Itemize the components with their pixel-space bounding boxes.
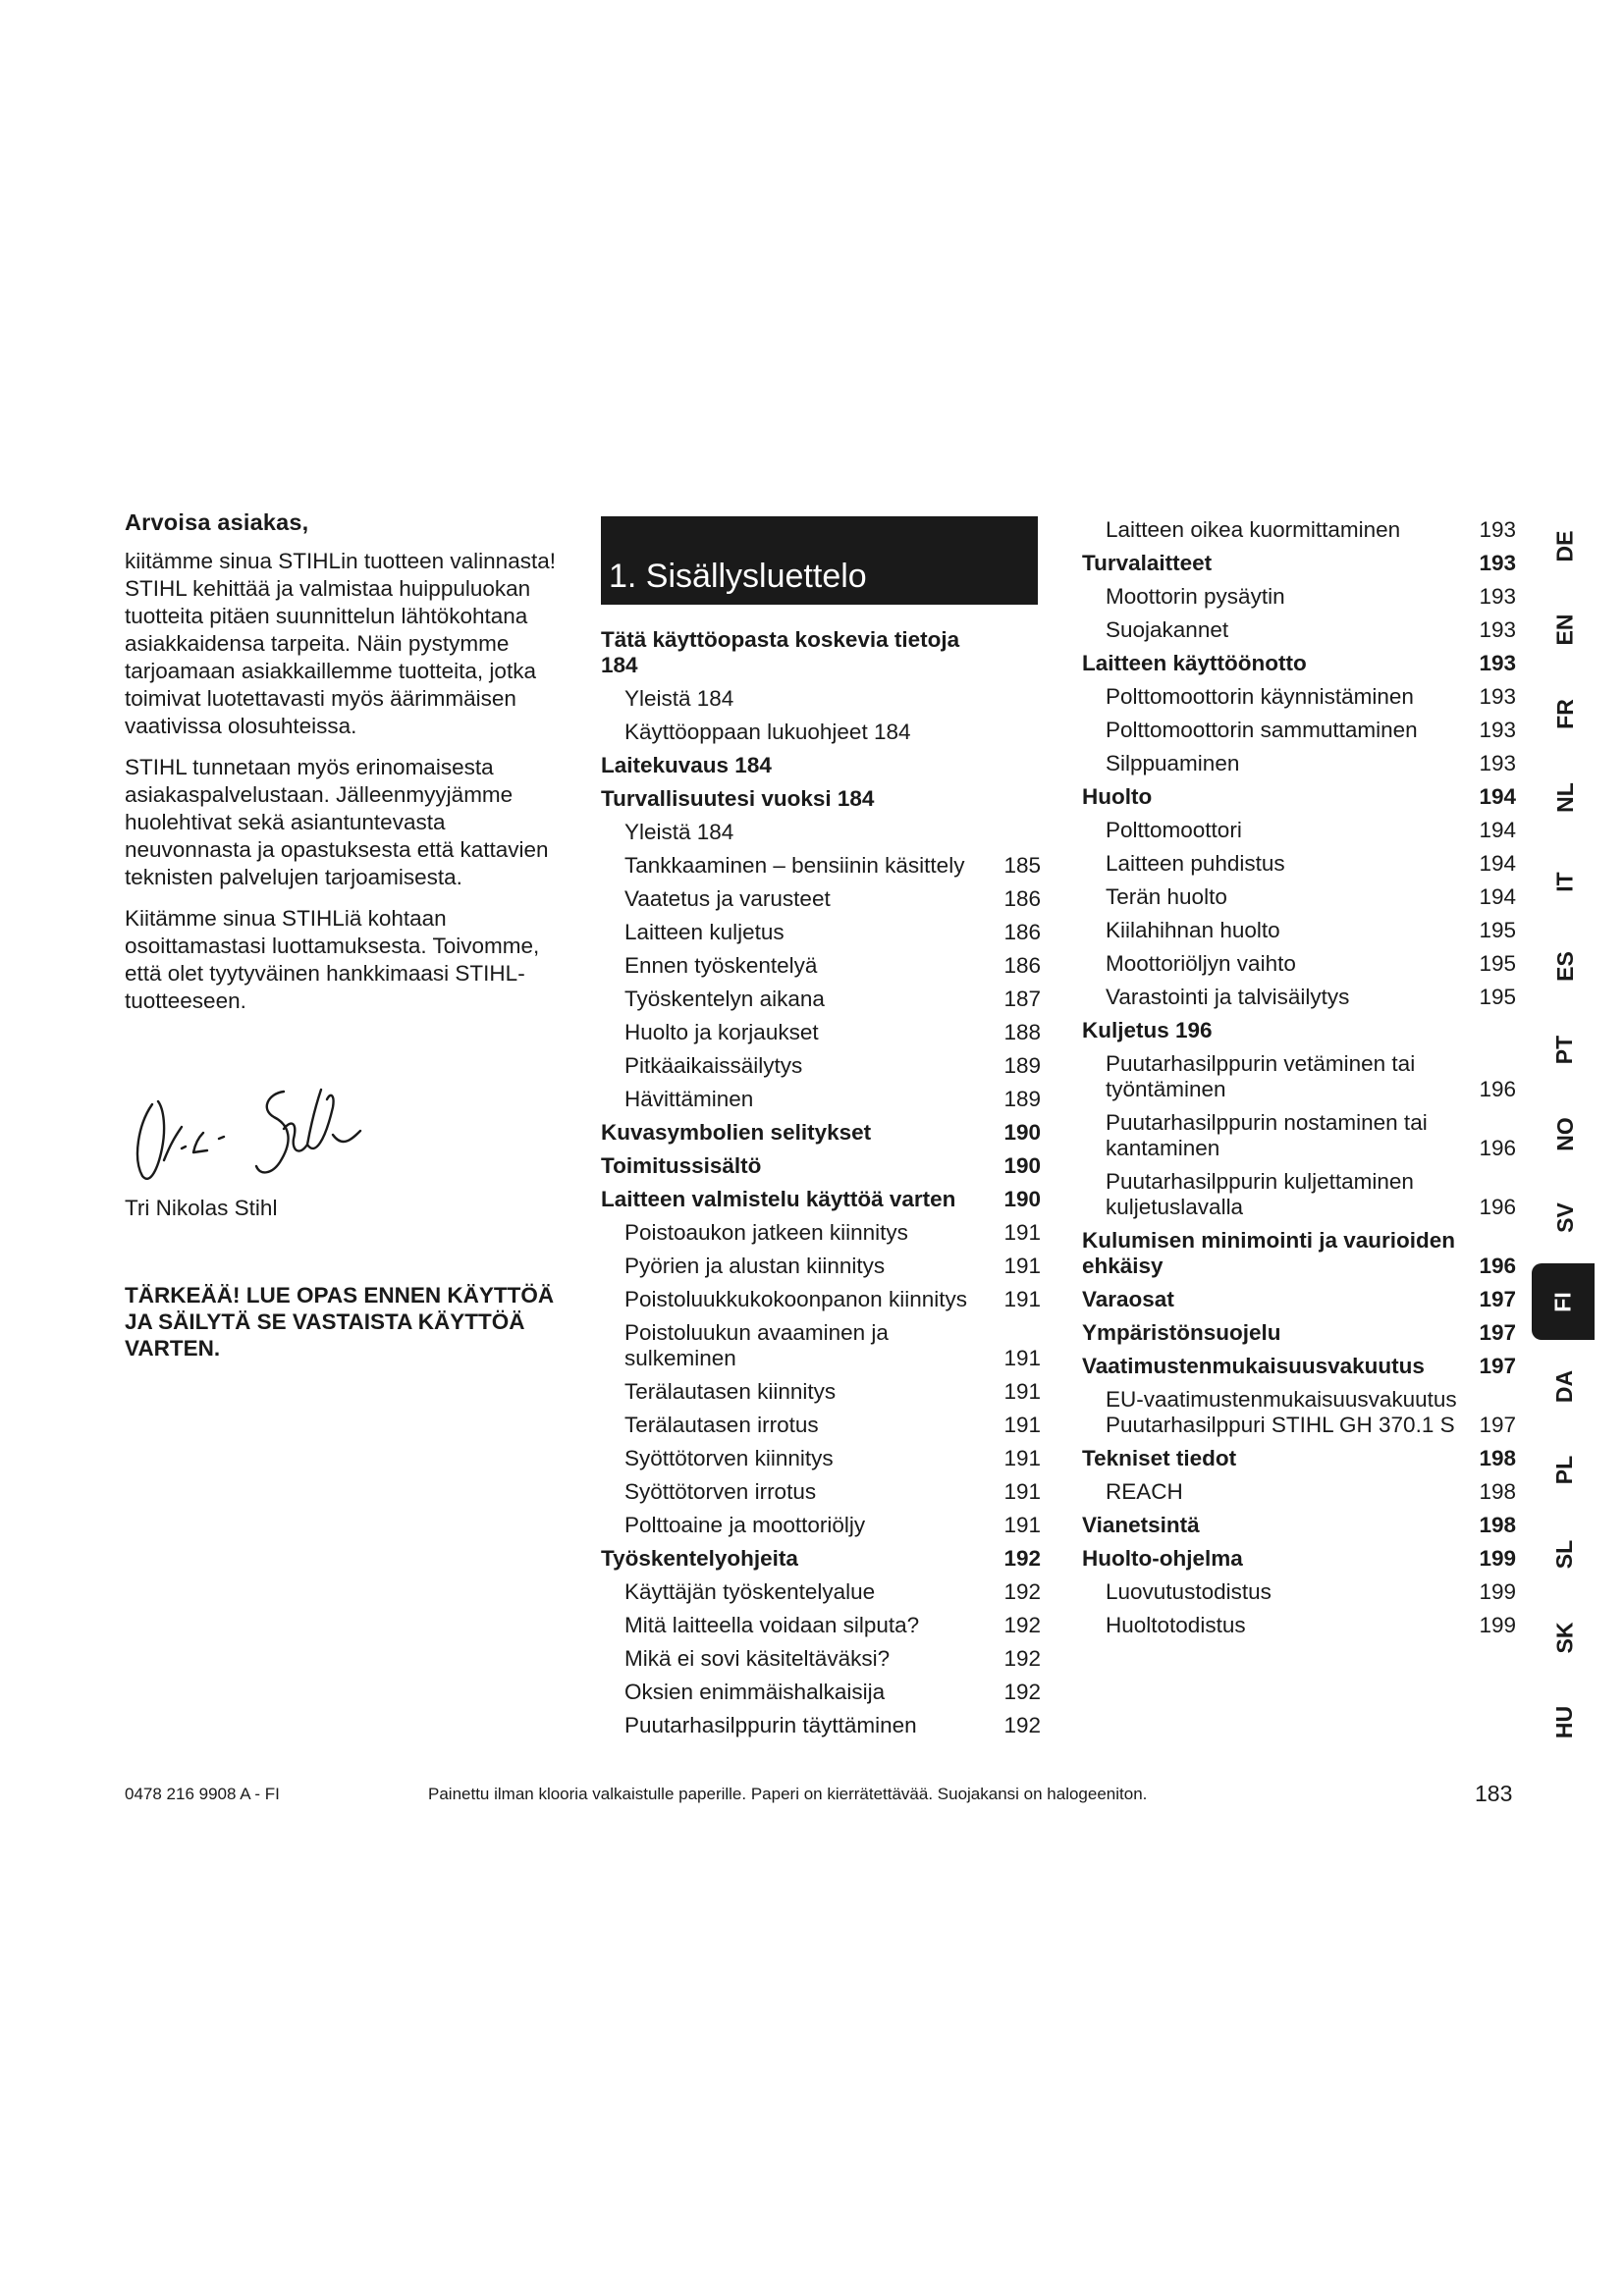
toc-entry[interactable] <box>601 1050 1041 1084</box>
language-tab-label: SK <box>1551 1622 1578 1654</box>
toc-entry-label: Toimitussisältö <box>601 1153 762 1178</box>
toc-entry-label: Poistoluukun avaaminen ja sulkeminen <box>624 1320 889 1370</box>
toc-entry[interactable] <box>601 1710 1041 1743</box>
toc-entry-page: 195 <box>1479 951 1516 976</box>
toc-entry[interactable] <box>601 783 1041 817</box>
toc-entry-label: Käyttöoppaan lukuohjeet 184 <box>624 720 911 744</box>
toc-entry-label: Terälautasen irrotus <box>624 1413 819 1437</box>
language-tab-hu[interactable] <box>1538 1694 1593 1749</box>
toc-entry[interactable] <box>1082 614 1516 648</box>
language-tab-label: FR <box>1551 698 1578 729</box>
toc-entry-page: 188 <box>1003 1020 1041 1044</box>
toc-entry[interactable] <box>601 1284 1041 1317</box>
toc-entry[interactable] <box>601 1510 1041 1543</box>
toc-entry[interactable] <box>1082 1443 1516 1476</box>
toc-entry-page: 190 <box>1003 1153 1041 1178</box>
toc-entry-label: Laitteen kuljetus <box>624 920 785 944</box>
toc-entry-page: 186 <box>1003 920 1041 944</box>
toc-entry-page: 193 <box>1479 517 1516 542</box>
toc-entry-page: 186 <box>1003 886 1041 911</box>
toc-entry[interactable] <box>601 1543 1041 1576</box>
toc-entry[interactable] <box>1082 514 1516 548</box>
toc-entry-label: Työskentelyohjeita <box>601 1546 798 1571</box>
toc-entry-page: 193 <box>1479 751 1516 775</box>
toc-entry-label: Laitteen puhdistus <box>1106 851 1285 876</box>
letter-paragraph-3: Kiitämme sinua STIHLiä kohtaan osoittamastasi luottamuksesta. Toivomme, että olet tyytyväinen hankkimaasi STIHL-tuotteeseen. <box>125 906 540 1013</box>
toc-entry[interactable] <box>1082 1015 1516 1048</box>
toc-column-2 <box>1082 514 1516 1643</box>
toc-entry-page: 189 <box>1003 1053 1041 1078</box>
toc-entry[interactable] <box>1082 1351 1516 1384</box>
letter-paragraph-2: STIHL tunnetaan myös erinomaisesta asiakaspalvelustaan. Jälleenmyyjämme huolehtivat sekä asiantuntevasta neuvonnasta ja opastuksesta että kattavien teknisten palvelujen tarjoamisesta. <box>125 755 549 889</box>
toc-entry-page: 193 <box>1479 651 1516 675</box>
toc-entry[interactable] <box>601 1184 1041 1217</box>
language-tab-pt[interactable] <box>1538 1023 1593 1078</box>
language-tab-it[interactable] <box>1538 854 1593 909</box>
toc-entry[interactable] <box>1082 1284 1516 1317</box>
toc-entry-label: Hävittäminen <box>624 1087 754 1111</box>
toc-entry[interactable] <box>601 1217 1041 1251</box>
toc-entry-page: 193 <box>1479 617 1516 642</box>
language-tab-sl[interactable] <box>1538 1526 1593 1581</box>
toc-entry[interactable] <box>1082 1543 1516 1576</box>
toc-entry-page: 196 <box>1479 1195 1516 1219</box>
toc-entry[interactable] <box>1082 1317 1516 1351</box>
toc-entry[interactable] <box>1082 1225 1516 1284</box>
toc-entry[interactable] <box>1082 815 1516 848</box>
toc-entry-label: Laitekuvaus 184 <box>601 753 772 777</box>
toc-entry-page: 191 <box>1003 1479 1041 1504</box>
toc-entry-label: EU-vaatimustenmukaisuusvakuutus Puutarhasilppuri STIHL GH 370.1 S <box>1106 1387 1457 1437</box>
toc-entry[interactable] <box>1082 982 1516 1015</box>
toc-entry-page: 196 <box>1479 1254 1516 1278</box>
toc-entry[interactable] <box>601 883 1041 917</box>
toc-entry-label: Terälautasen kiinnitys <box>624 1379 837 1404</box>
toc-entry[interactable] <box>1082 1107 1516 1166</box>
toc-entry-label: Syöttötorven irrotus <box>624 1479 817 1504</box>
toc-entry[interactable] <box>601 1610 1041 1643</box>
language-tab-nl[interactable] <box>1538 771 1593 826</box>
language-tab-label: PL <box>1551 1455 1578 1485</box>
toc-entry-page: 198 <box>1479 1513 1516 1537</box>
toc-entry[interactable] <box>1082 1384 1516 1443</box>
toc-entry[interactable] <box>1082 1610 1516 1643</box>
toc-entry-label: Kuvasymbolien selitykset <box>601 1120 872 1145</box>
language-tab-pl[interactable] <box>1538 1443 1593 1498</box>
toc-entry-label: Tekniset tiedot <box>1082 1446 1237 1470</box>
toc-entry-label: Polttomoottorin käynnistäminen <box>1106 684 1414 709</box>
toc-entry-page: 193 <box>1479 584 1516 609</box>
language-tab-label: EN <box>1551 614 1578 646</box>
toc-entry-label: Käyttäjän työskentelyalue <box>624 1579 876 1604</box>
toc-entry-page: 191 <box>1003 1446 1041 1470</box>
toc-entry-page: 191 <box>1003 1513 1041 1537</box>
toc-entry[interactable] <box>601 1643 1041 1677</box>
toc-entry-page: 194 <box>1479 851 1516 876</box>
toc-entry-page: 194 <box>1479 884 1516 909</box>
toc-entry-label: Ennen työskentelyä <box>624 953 818 978</box>
language-tab-es[interactable] <box>1538 938 1593 993</box>
toc-entry-page: 192 <box>1003 1546 1041 1571</box>
toc-entry[interactable] <box>1082 1510 1516 1543</box>
toc-entry-label: Kulumisen minimointi ja vaurioiden ehkäisy <box>1082 1228 1456 1278</box>
toc-entry-page: 195 <box>1479 918 1516 942</box>
toc-entry-label: Tätä käyttöopasta koskevia tietoja 184 <box>601 627 960 677</box>
language-tab-da[interactable] <box>1538 1359 1593 1414</box>
toc-entry-page: 193 <box>1479 718 1516 742</box>
toc-entry[interactable] <box>601 750 1041 783</box>
toc-entry[interactable] <box>1082 748 1516 781</box>
toc-entry[interactable] <box>601 717 1041 750</box>
toc-entry-label: Laitteen valmistelu käyttöä varten <box>601 1187 956 1211</box>
toc-entry-label: REACH <box>1106 1479 1183 1504</box>
toc-entry[interactable] <box>1082 881 1516 915</box>
language-tab-label: DE <box>1551 530 1578 561</box>
toc-entry-page: 197 <box>1479 1354 1516 1378</box>
toc-entry-page: 191 <box>1003 1413 1041 1437</box>
toc-entry[interactable] <box>601 1251 1041 1284</box>
toc-entry-label: Kuljetus 196 <box>1082 1018 1213 1042</box>
language-tab-label: DA <box>1551 1369 1578 1403</box>
toc-entry-label: Mitä laitteella voidaan silputa? <box>624 1613 920 1637</box>
toc-entry-page: 187 <box>1003 987 1041 1011</box>
toc-entry[interactable] <box>601 1677 1041 1710</box>
toc-entry-label: Yleistä 184 <box>624 686 734 711</box>
toc-entry-page: 192 <box>1003 1713 1041 1737</box>
toc-entry-label: Laitteen oikea kuormittaminen <box>1106 517 1401 542</box>
toc-entry-label: Poistoluukkukokoonpanon kiinnitys <box>624 1287 967 1311</box>
document-code: 0478 216 9908 A - FI <box>125 1785 280 1803</box>
toc-entry-label: Pyörien ja alustan kiinnitys <box>624 1254 886 1278</box>
toc-entry-page: 192 <box>1003 1613 1041 1637</box>
toc-entry[interactable] <box>601 917 1041 950</box>
language-tab-de[interactable] <box>1538 518 1593 573</box>
language-tab-fr[interactable] <box>1538 686 1593 741</box>
toc-entry[interactable] <box>1082 715 1516 748</box>
toc-entry-label: Ympäristönsuojelu <box>1082 1320 1281 1345</box>
toc-entry-label: Vaatetus ja varusteet <box>624 886 831 911</box>
toc-entry-label: Polttomoottorin sammuttaminen <box>1106 718 1418 742</box>
language-tab-no[interactable] <box>1538 1106 1593 1161</box>
toc-entry[interactable] <box>1082 948 1516 982</box>
signature-image <box>125 1080 380 1188</box>
toc-entry-page: 193 <box>1479 551 1516 575</box>
language-tab-label: NL <box>1551 782 1578 814</box>
toc-entry[interactable] <box>1082 548 1516 581</box>
toc-entry-label: Varastointi ja talvisäilytys <box>1106 985 1350 1009</box>
toc-entry-page: 190 <box>1003 1187 1041 1211</box>
toc-entry-label: Puutarhasilppurin kuljettaminen kuljetuslavalla <box>1106 1169 1414 1219</box>
toc-entry[interactable] <box>1082 581 1516 614</box>
toc-entry-label: Silppuaminen <box>1106 751 1240 775</box>
toc-entry-page: 194 <box>1479 784 1516 809</box>
toc-entry-page: 192 <box>1003 1680 1041 1704</box>
toc-entry-page: 195 <box>1479 985 1516 1009</box>
language-tab-sv[interactable] <box>1538 1191 1593 1246</box>
toc-entry-label: Puutarhasilppurin vetäminen tai työntäminen <box>1106 1051 1416 1101</box>
toc-entry[interactable] <box>601 1017 1041 1050</box>
language-tab-label: NO <box>1551 1116 1578 1151</box>
toc-entry-label: Huolto <box>1082 784 1153 809</box>
toc-entry-label: Huolto ja korjaukset <box>624 1020 819 1044</box>
toc-entry-label: Turvallisuutesi vuoksi 184 <box>601 786 875 811</box>
toc-entry[interactable] <box>1082 1476 1516 1510</box>
toc-entry[interactable] <box>1082 648 1516 681</box>
page-number: 183 <box>1475 1781 1513 1806</box>
toc-entry-label: Turvalaitteet <box>1082 551 1213 575</box>
toc-entry-label: Mikä ei sovi käsiteltäväksi? <box>624 1646 891 1671</box>
language-tab-label: IT <box>1551 872 1578 892</box>
toc-entry-page: 189 <box>1003 1087 1041 1111</box>
toc-entry[interactable] <box>601 1376 1041 1410</box>
toc-entry-label: Pitkäaikaissäilytys <box>624 1053 803 1078</box>
toc-entry-page: 193 <box>1479 684 1516 709</box>
important-notice: TÄRKEÄÄ! LUE OPAS ENNEN KÄYTTÖÄ JA SÄILYTÄ SE VASTAISTA KÄYTTÖÄ VARTEN. <box>125 1283 555 1361</box>
welcome-letter <box>125 508 562 1029</box>
toc-entry-page: 197 <box>1479 1287 1516 1311</box>
toc-entry-page: 197 <box>1479 1413 1516 1437</box>
toc-entry-label: Tankkaaminen – bensiinin käsittely <box>624 853 965 878</box>
toc-entry-label: Polttoaine ja moottoriöljy <box>624 1513 866 1537</box>
toc-entry[interactable] <box>601 1317 1041 1376</box>
toc-entry-label: Huolto-ohjelma <box>1082 1546 1243 1571</box>
language-tab-label: SL <box>1551 1539 1578 1569</box>
language-tab-label: SV <box>1551 1202 1578 1234</box>
toc-entry-page: 191 <box>1003 1379 1041 1404</box>
toc-entry[interactable] <box>1082 1576 1516 1610</box>
toc-entry[interactable] <box>601 1443 1041 1476</box>
toc-entry-page: 192 <box>1003 1579 1041 1604</box>
toc-entry-label: Moottorin pysäytin <box>1106 584 1285 609</box>
toc-entry-page: 191 <box>1003 1287 1041 1311</box>
language-tab-label: FI <box>1549 1292 1576 1312</box>
toc-entry[interactable] <box>601 817 1041 850</box>
toc-entry[interactable] <box>1082 915 1516 948</box>
toc-entry-page: 199 <box>1479 1579 1516 1604</box>
toc-entry-page: 190 <box>1003 1120 1041 1145</box>
toc-entry[interactable] <box>601 1150 1041 1184</box>
toc-entry-page: 191 <box>1003 1220 1041 1245</box>
letter-paragraph-1: kiitämme sinua STIHLin tuotteen valinnasta! STIHL kehittää ja valmistaa huippuluokan tuotteita pitäen suunnittelun lähtökohtana asiakkaidensa tarpeita. Näin pystymme tarjoamaan asiakkaillemme tuotteita, jotka toimivat luotettavasti myös äärimmäisen vaativissa olosuhteissa. <box>125 549 556 738</box>
language-tab-label: HU <box>1551 1705 1578 1739</box>
toc-entry-page: 194 <box>1479 818 1516 842</box>
toc-entry-page: 191 <box>1003 1254 1041 1278</box>
toc-entry-label: Yleistä 184 <box>624 820 734 844</box>
language-tab-sk[interactable] <box>1538 1611 1593 1666</box>
language-tab-fi[interactable] <box>1532 1263 1595 1340</box>
toc-entry[interactable] <box>1082 681 1516 715</box>
toc-entry[interactable] <box>601 1410 1041 1443</box>
toc-entry-page: 186 <box>1003 953 1041 978</box>
toc-entry-page: 199 <box>1479 1613 1516 1637</box>
toc-entry-page: 185 <box>1003 853 1041 878</box>
toc-entry-label: Varaosat <box>1082 1287 1174 1311</box>
toc-entry-label: Kiilahihnan huolto <box>1106 918 1280 942</box>
letter-greeting: Arvoisa asiakas, <box>125 509 309 535</box>
toc-entry-label: Puutarhasilppurin täyttäminen <box>624 1713 917 1737</box>
toc-entry-label: Oksien enimmäishalkaisija <box>624 1680 886 1704</box>
toc-entry-label: Puutarhasilppurin nostaminen tai kantaminen <box>1106 1110 1428 1160</box>
toc-entry[interactable] <box>601 1576 1041 1610</box>
toc-title: 1. Sisällysluettelo <box>601 516 1038 605</box>
toc-entry-label: Polttomoottori <box>1106 818 1242 842</box>
toc-entry-page: 197 <box>1479 1320 1516 1345</box>
toc-entry-label: Luovutustodistus <box>1106 1579 1272 1604</box>
toc-entry-page: 192 <box>1003 1646 1041 1671</box>
toc-entry-label: Suojakannet <box>1106 617 1229 642</box>
toc-entry[interactable] <box>1082 848 1516 881</box>
language-tab-label: PT <box>1551 1035 1578 1065</box>
toc-column-1 <box>601 624 1041 1743</box>
toc-entry-label: Moottoriöljyn vaihto <box>1106 951 1296 976</box>
toc-entry[interactable] <box>601 850 1041 883</box>
toc-entry[interactable] <box>601 1476 1041 1510</box>
toc-entry[interactable] <box>601 950 1041 984</box>
toc-entry-label: Vaatimustenmukaisuusvakuutus <box>1082 1354 1425 1378</box>
toc-entry-label: Poistoaukon jatkeen kiinnitys <box>624 1220 908 1245</box>
paper-note: Painettu ilman klooria valkaistulle paperille. Paperi on kierrätettävää. Suojakansi on halogeeniton. <box>428 1785 1148 1803</box>
toc-entry-page: 198 <box>1479 1479 1516 1504</box>
toc-entry-label: Syöttötorven kiinnitys <box>624 1446 834 1470</box>
toc-entry-page: 191 <box>1003 1346 1041 1370</box>
language-tab-en[interactable] <box>1538 603 1593 658</box>
toc-entry[interactable] <box>601 1084 1041 1117</box>
toc-entry-label: Terän huolto <box>1106 884 1227 909</box>
toc-entry[interactable] <box>601 984 1041 1017</box>
toc-entry-page: 198 <box>1479 1446 1516 1470</box>
signer-name: Tri Nikolas Stihl <box>125 1196 278 1220</box>
toc-entry[interactable] <box>1082 781 1516 815</box>
toc-entry[interactable] <box>601 1117 1041 1150</box>
toc-entry-page: 196 <box>1479 1136 1516 1160</box>
toc-entry[interactable] <box>601 683 1041 717</box>
language-tab-label: ES <box>1551 950 1578 982</box>
toc-entry-label: Huoltotodistus <box>1106 1613 1246 1637</box>
toc-entry[interactable] <box>1082 1048 1516 1107</box>
toc-entry-label: Vianetsintä <box>1082 1513 1200 1537</box>
toc-entry-label: Työskentelyn aikana <box>624 987 825 1011</box>
toc-entry[interactable] <box>601 624 1041 683</box>
toc-entry[interactable] <box>1082 1166 1516 1225</box>
toc-entry-page: 196 <box>1479 1077 1516 1101</box>
toc-entry-page: 199 <box>1479 1546 1516 1571</box>
toc-entry-label: Laitteen käyttöönotto <box>1082 651 1307 675</box>
